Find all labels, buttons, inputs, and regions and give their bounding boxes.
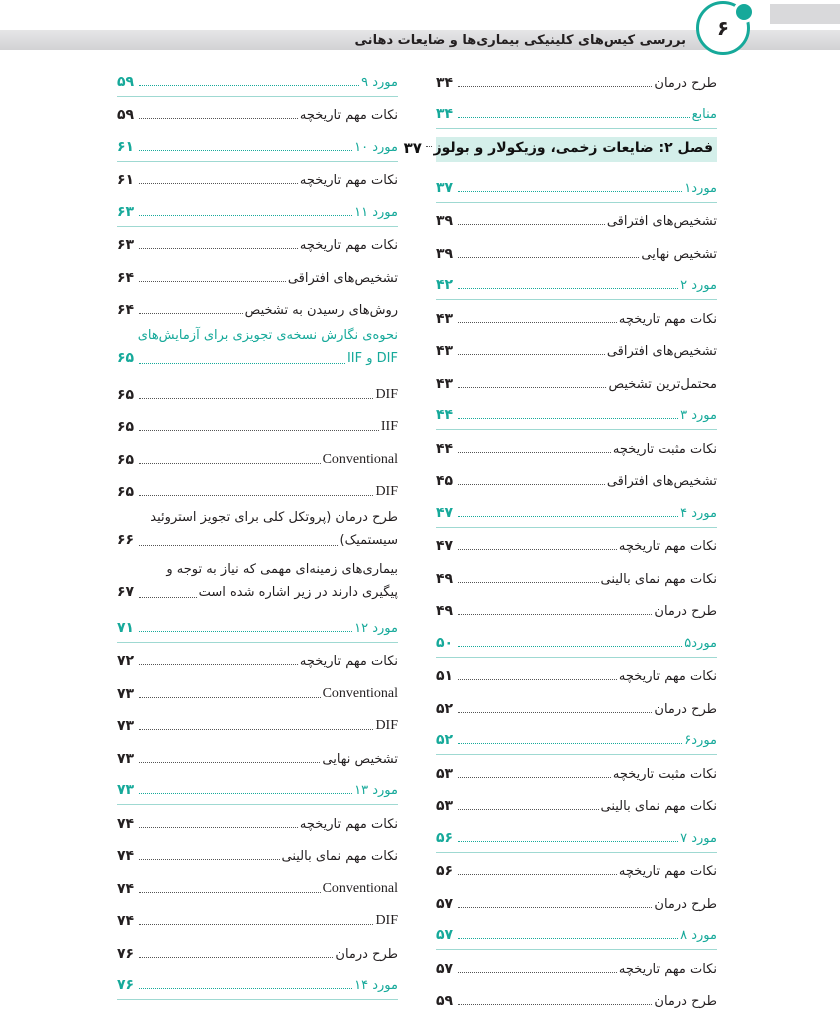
toc-entry	[117, 474, 398, 507]
toc-page-number: ۶۴	[117, 269, 135, 286]
toc-page-number: ۴۵	[436, 473, 454, 489]
toc-entry-label: IIF	[380, 419, 398, 434]
toc-entry	[436, 560, 717, 593]
toc-entry	[117, 97, 398, 130]
toc-entry	[436, 885, 717, 918]
toc-leader-dots	[458, 452, 611, 453]
toc-entry	[117, 740, 398, 773]
toc-leader-dots	[458, 224, 605, 225]
toc-entry-label: DIF	[375, 386, 398, 402]
toc-page-number: ۵۲	[436, 700, 454, 717]
toc-page-number: ۷۳	[117, 750, 135, 767]
toc-entry-label: نکات مهم تاریخچه	[618, 864, 717, 879]
toc-entry-line	[117, 506, 398, 529]
toc-entry	[117, 292, 398, 325]
toc-leader-dots	[139, 827, 298, 828]
toc-entry-label: نکات مهم تاریخچه	[618, 961, 717, 977]
toc-page-number: ۴۳	[436, 343, 454, 359]
toc-entry	[436, 235, 717, 268]
toc-entry-label: منابع	[691, 107, 717, 122]
toc-entry-label: طرح درمان	[654, 75, 717, 91]
toc-entry-label: سیستمیک)	[339, 533, 398, 548]
toc-page-number: ۵۷	[436, 960, 454, 977]
toc-leader-dots	[139, 762, 320, 763]
toc-entry-label: DIF و IIF	[346, 351, 398, 366]
toc-case-entry	[436, 723, 717, 756]
toc-entry-label: روش‌های رسیدن به تشخیص	[244, 303, 398, 318]
toc-leader-dots	[458, 418, 678, 419]
toc-leader-dots	[458, 679, 617, 680]
toc-entry-label: مورد ۷	[680, 830, 717, 846]
toc-entry-label: مورد ۱۰	[354, 139, 398, 155]
header-tab	[770, 4, 840, 24]
toc-page-number: ۴۴	[436, 407, 454, 423]
toc-entry-label: نکات مهم تاریخچه	[299, 173, 398, 188]
toc-leader-dots	[139, 313, 243, 314]
toc-entry-label: طرح درمان	[654, 701, 717, 717]
toc-page-number: ۶۵	[117, 350, 135, 366]
toc-leader-dots	[139, 183, 298, 184]
page-dot-decoration	[733, 1, 755, 23]
toc-leader-dots	[458, 972, 617, 973]
toc-entry-label: مورد ۱۳	[354, 783, 398, 798]
toc-entry	[436, 203, 717, 236]
toc-entry-label: طرح درمان	[335, 946, 398, 962]
toc-page-number: ۵۹	[117, 107, 135, 123]
toc-case-entry	[436, 495, 717, 528]
toc-entry-label: طرح درمان (پروتکل کلی برای تجویز استروئید	[150, 510, 398, 525]
toc-leader-dots	[139, 281, 286, 282]
toc-entry-label: تشخیص‌های افتراقی	[287, 270, 398, 286]
toc-entry-label: DIF	[375, 484, 398, 499]
toc-leader-dots	[139, 597, 197, 598]
toc-page-number: ۴۷	[436, 504, 454, 521]
toc-entry-label: مورد ۴	[680, 505, 717, 521]
toc-entry	[436, 658, 717, 691]
toc-page-number: ۷۳	[117, 782, 135, 798]
toc-leader-dots	[139, 430, 379, 431]
toc-case-entry	[436, 97, 717, 130]
toc-case-entry	[436, 268, 717, 301]
toc-leader-dots	[458, 257, 639, 258]
toc-page-number: ۶۱	[117, 172, 135, 188]
toc-entry	[117, 162, 398, 195]
toc-page-number: ۳۹	[436, 245, 454, 262]
toc-page-number: ۶۱	[117, 138, 135, 155]
toc-page-number: ۵۲	[436, 732, 454, 748]
toc-case-entry	[436, 918, 717, 951]
toc-entry-label: محتمل‌ترین تشخیص	[608, 376, 717, 392]
toc-leader-dots	[139, 150, 352, 151]
toc-entry-label: مورد۱	[684, 180, 717, 196]
toc-entry	[436, 528, 717, 561]
toc-case-entry	[436, 398, 717, 431]
toc-leader-dots	[458, 841, 678, 842]
toc-entry	[117, 708, 398, 741]
toc-entry	[117, 805, 398, 838]
toc-page-number: ۶۶	[117, 532, 135, 548]
toc-leader-dots	[139, 85, 359, 86]
toc-page-number: ۳۴	[436, 74, 454, 91]
toc-entry-label: نکات مهم نمای بالینی	[281, 849, 398, 864]
toc-right-column	[403, 64, 717, 1015]
toc-entry-label: نکات مهم نمای بالینی	[600, 799, 717, 814]
toc-entry-line	[117, 581, 398, 604]
toc-page-number: ۴۹	[436, 570, 454, 587]
toc-entry	[436, 593, 717, 626]
toc-page-number: ۷۶	[117, 945, 135, 962]
toc-page-number: ۵۶	[436, 863, 454, 879]
toc-page-number: ۶۳	[117, 237, 135, 253]
toc-entry	[436, 333, 717, 366]
toc-entry-label: پیگیری دارند در زیر اشاره شده است	[198, 585, 398, 600]
toc-case-entry	[117, 64, 398, 97]
toc-page-number: ۷۲	[117, 653, 135, 669]
toc-entry	[436, 430, 717, 463]
toc-leader-dots	[458, 743, 682, 744]
toc-entry	[436, 690, 717, 723]
toc-leader-dots	[139, 495, 373, 496]
toc-entry-line	[117, 558, 398, 581]
toc-chapter-entry	[403, 137, 717, 162]
toc-entry-multiline	[117, 324, 398, 376]
toc-entry-label: مورد ۹	[361, 74, 398, 90]
toc-leader-dots	[426, 146, 432, 147]
toc-entry-label: مورد ۲	[680, 278, 717, 293]
toc-page-number: ۵۹	[117, 73, 135, 90]
toc-leader-dots	[458, 646, 682, 647]
toc-entry-label: نکات مهم تاریخچه	[618, 539, 717, 554]
toc-page-number: ۷۱	[117, 619, 135, 636]
toc-entry-label: مورد ۳	[680, 408, 717, 423]
toc-entry-multiline	[117, 558, 398, 610]
toc-leader-dots	[139, 631, 352, 632]
toc-entry-label: مورد ۱۱	[354, 204, 398, 220]
toc-page-number: ۴۳	[436, 375, 454, 392]
toc-leader-dots	[458, 191, 682, 192]
toc-entry	[436, 365, 717, 398]
toc-entry-label: فصل ۲: ضایعات زخمی، وزیکولار و بولوز	[433, 140, 713, 156]
toc-left-column	[117, 64, 398, 1000]
toc-leader-dots	[139, 859, 280, 860]
toc-entry-label: نکات مثبت تاریخچه	[612, 766, 717, 782]
toc-entry-label: طرح درمان	[654, 604, 717, 619]
toc-case-entry	[117, 194, 398, 227]
toc-entry-line	[117, 347, 398, 370]
toc-page-number: ۷۳	[117, 718, 135, 734]
toc-entry-label: نکات مهم تاریخچه	[618, 669, 717, 684]
toc-entry	[117, 870, 398, 903]
toc-entry-label: DIF	[375, 718, 398, 733]
toc-leader-dots	[458, 907, 652, 908]
toc-entry-label: نکات مهم نمای بالینی	[600, 571, 717, 587]
toc-entry-label: طرح درمان	[654, 896, 717, 912]
toc-page-number: ۶۵	[117, 386, 135, 403]
toc-case-entry	[117, 129, 398, 162]
toc-leader-dots	[458, 86, 652, 87]
toc-page-number: ۴۷	[436, 538, 454, 554]
toc-page-number: ۳۹	[436, 213, 454, 229]
running-title: بررسی کیس‌های کلینیکی بیماری‌ها و ضایعات دهانی	[354, 33, 686, 48]
toc-leader-dots	[139, 892, 321, 893]
toc-entry	[436, 950, 717, 983]
toc-page-number: ۵۷	[436, 927, 454, 943]
toc-leader-dots	[139, 363, 345, 364]
toc-entry-label: طرح درمان	[654, 994, 717, 1009]
toc-leader-dots	[458, 549, 617, 550]
toc-entry-label: تشخیص‌های افتراقی	[606, 344, 717, 359]
toc-entry-label: نکات مهم تاریخچه	[299, 238, 398, 253]
toc-page-number: ۴۹	[436, 603, 454, 619]
toc-entry	[436, 853, 717, 886]
toc-entry-multiline	[117, 506, 398, 558]
toc-entry-label: مورد۶	[684, 733, 717, 748]
toc-leader-dots	[139, 729, 373, 730]
toc-entry-label: DIF	[375, 913, 398, 928]
toc-leader-dots	[458, 1004, 652, 1005]
toc-entry-label: تشخیص نهایی	[641, 246, 717, 262]
toc-entry	[436, 463, 717, 496]
toc-page-number: ۵۷	[436, 895, 454, 912]
toc-leader-dots	[458, 387, 606, 388]
toc-leader-dots	[139, 545, 338, 546]
toc-entry	[117, 903, 398, 936]
toc-entry-line	[117, 529, 398, 552]
toc-entry	[117, 643, 398, 676]
toc-page-number: ۴۴	[436, 440, 454, 457]
toc-entry	[117, 227, 398, 260]
toc-leader-dots	[139, 664, 298, 665]
toc-entry	[117, 441, 398, 474]
toc-page-number: ۴۳	[436, 310, 454, 327]
toc-page-number: ۶۴	[117, 302, 135, 318]
toc-entry	[117, 935, 398, 968]
toc-leader-dots	[139, 215, 352, 216]
toc-entry-label: تشخیص‌های افتراقی	[606, 474, 717, 489]
toc-leader-dots	[458, 288, 678, 289]
toc-entry-label: بیماری‌های زمینه‌ای مهمی که نیاز به توجه و	[166, 562, 398, 577]
toc-entry-label: نکات مهم تاریخچه	[299, 816, 398, 832]
toc-page-number: ۶۵	[117, 451, 135, 468]
toc-entry	[117, 675, 398, 708]
toc-entry-label: تشخیص‌های افتراقی	[606, 214, 717, 229]
toc-entry-label: تشخیص نهایی	[322, 751, 398, 767]
toc-case-entry	[117, 773, 398, 806]
toc-leader-dots	[458, 874, 617, 875]
toc-page-number: ۵۱	[436, 668, 454, 684]
toc-leader-dots	[139, 118, 298, 119]
toc-case-entry	[436, 820, 717, 853]
toc-leader-dots	[139, 248, 298, 249]
toc-page-number: ۶۷	[117, 584, 135, 600]
toc-page-number: ۷۴	[117, 913, 135, 929]
toc-page-number: ۵۳	[436, 798, 454, 814]
toc-entry	[436, 64, 717, 97]
page-number: ۶	[696, 1, 750, 55]
toc-page-number: ۴۲	[436, 277, 454, 293]
toc-entry-label: مورد ۱۴	[354, 978, 398, 993]
toc-page-number: ۵۳	[436, 765, 454, 782]
toc-leader-dots	[458, 354, 605, 355]
toc-entry-label: Conventional	[322, 880, 398, 896]
toc-page-number: ۷۳	[117, 685, 135, 702]
toc-page-number: ۷۴	[117, 848, 135, 864]
toc-page-number: ۷۶	[117, 977, 135, 993]
toc-leader-dots	[139, 924, 373, 925]
toc-page-number: ۷۴	[117, 880, 135, 897]
toc-entry-label: مورد ۸	[680, 928, 717, 943]
toc-entry-label: Conventional	[322, 451, 398, 467]
toc-entry-label: نکات مهم تاریخچه	[618, 311, 717, 327]
toc-entry	[117, 838, 398, 871]
toc-page-number: ۵۶	[436, 829, 454, 846]
toc-case-entry	[436, 170, 717, 203]
toc-case-entry	[436, 625, 717, 658]
toc-entry-label: نکات مثبت تاریخچه	[612, 441, 717, 457]
toc-leader-dots	[458, 809, 599, 810]
toc-entry	[436, 300, 717, 333]
toc-leader-dots	[458, 117, 690, 118]
toc-page-number: ۳۷	[403, 139, 422, 157]
toc-leader-dots	[139, 793, 352, 794]
toc-leader-dots	[458, 712, 652, 713]
toc-page-number: ۶۵	[117, 484, 135, 500]
toc-entry-label: مورد ۱۲	[354, 620, 398, 636]
toc-entry-line	[117, 324, 398, 347]
toc-entry-label: نکات مهم تاریخچه	[299, 108, 398, 123]
toc-page-number: ۵۰	[436, 634, 454, 651]
toc-page-number: ۶۳	[117, 203, 135, 220]
toc-entry-label: مورد۵	[684, 635, 717, 651]
toc-entry	[117, 376, 398, 409]
toc-case-entry	[117, 968, 398, 1001]
toc-entry-label: Conventional	[322, 685, 398, 701]
toc-leader-dots	[458, 516, 678, 517]
toc-entry	[117, 409, 398, 442]
toc-leader-dots	[139, 988, 352, 989]
toc-case-entry	[117, 610, 398, 643]
toc-entry-label: نحوه‌ی نگارش نسخه‌ی تجویزی برای آزمایش‌های	[137, 328, 398, 343]
toc-page-number: ۷۴	[117, 815, 135, 832]
toc-leader-dots	[139, 957, 333, 958]
toc-leader-dots	[139, 398, 373, 399]
toc-entry	[117, 259, 398, 292]
toc-page-number: ۵۹	[436, 993, 454, 1009]
toc-leader-dots	[458, 484, 605, 485]
toc-page-number: ۳۷	[436, 179, 454, 196]
toc-entry	[436, 755, 717, 788]
toc-page-number: ۳۴	[436, 106, 454, 122]
toc-page-number: ۶۵	[117, 419, 135, 435]
toc-entry	[436, 983, 717, 1016]
toc-leader-dots	[139, 697, 321, 698]
toc-leader-dots	[458, 582, 599, 583]
toc-leader-dots	[458, 322, 617, 323]
toc-entry	[436, 788, 717, 821]
toc-leader-dots	[458, 938, 678, 939]
toc-entry-label: نکات مهم تاریخچه	[299, 654, 398, 669]
toc-leader-dots	[139, 463, 321, 464]
toc-leader-dots	[458, 614, 652, 615]
toc-leader-dots	[458, 777, 611, 778]
